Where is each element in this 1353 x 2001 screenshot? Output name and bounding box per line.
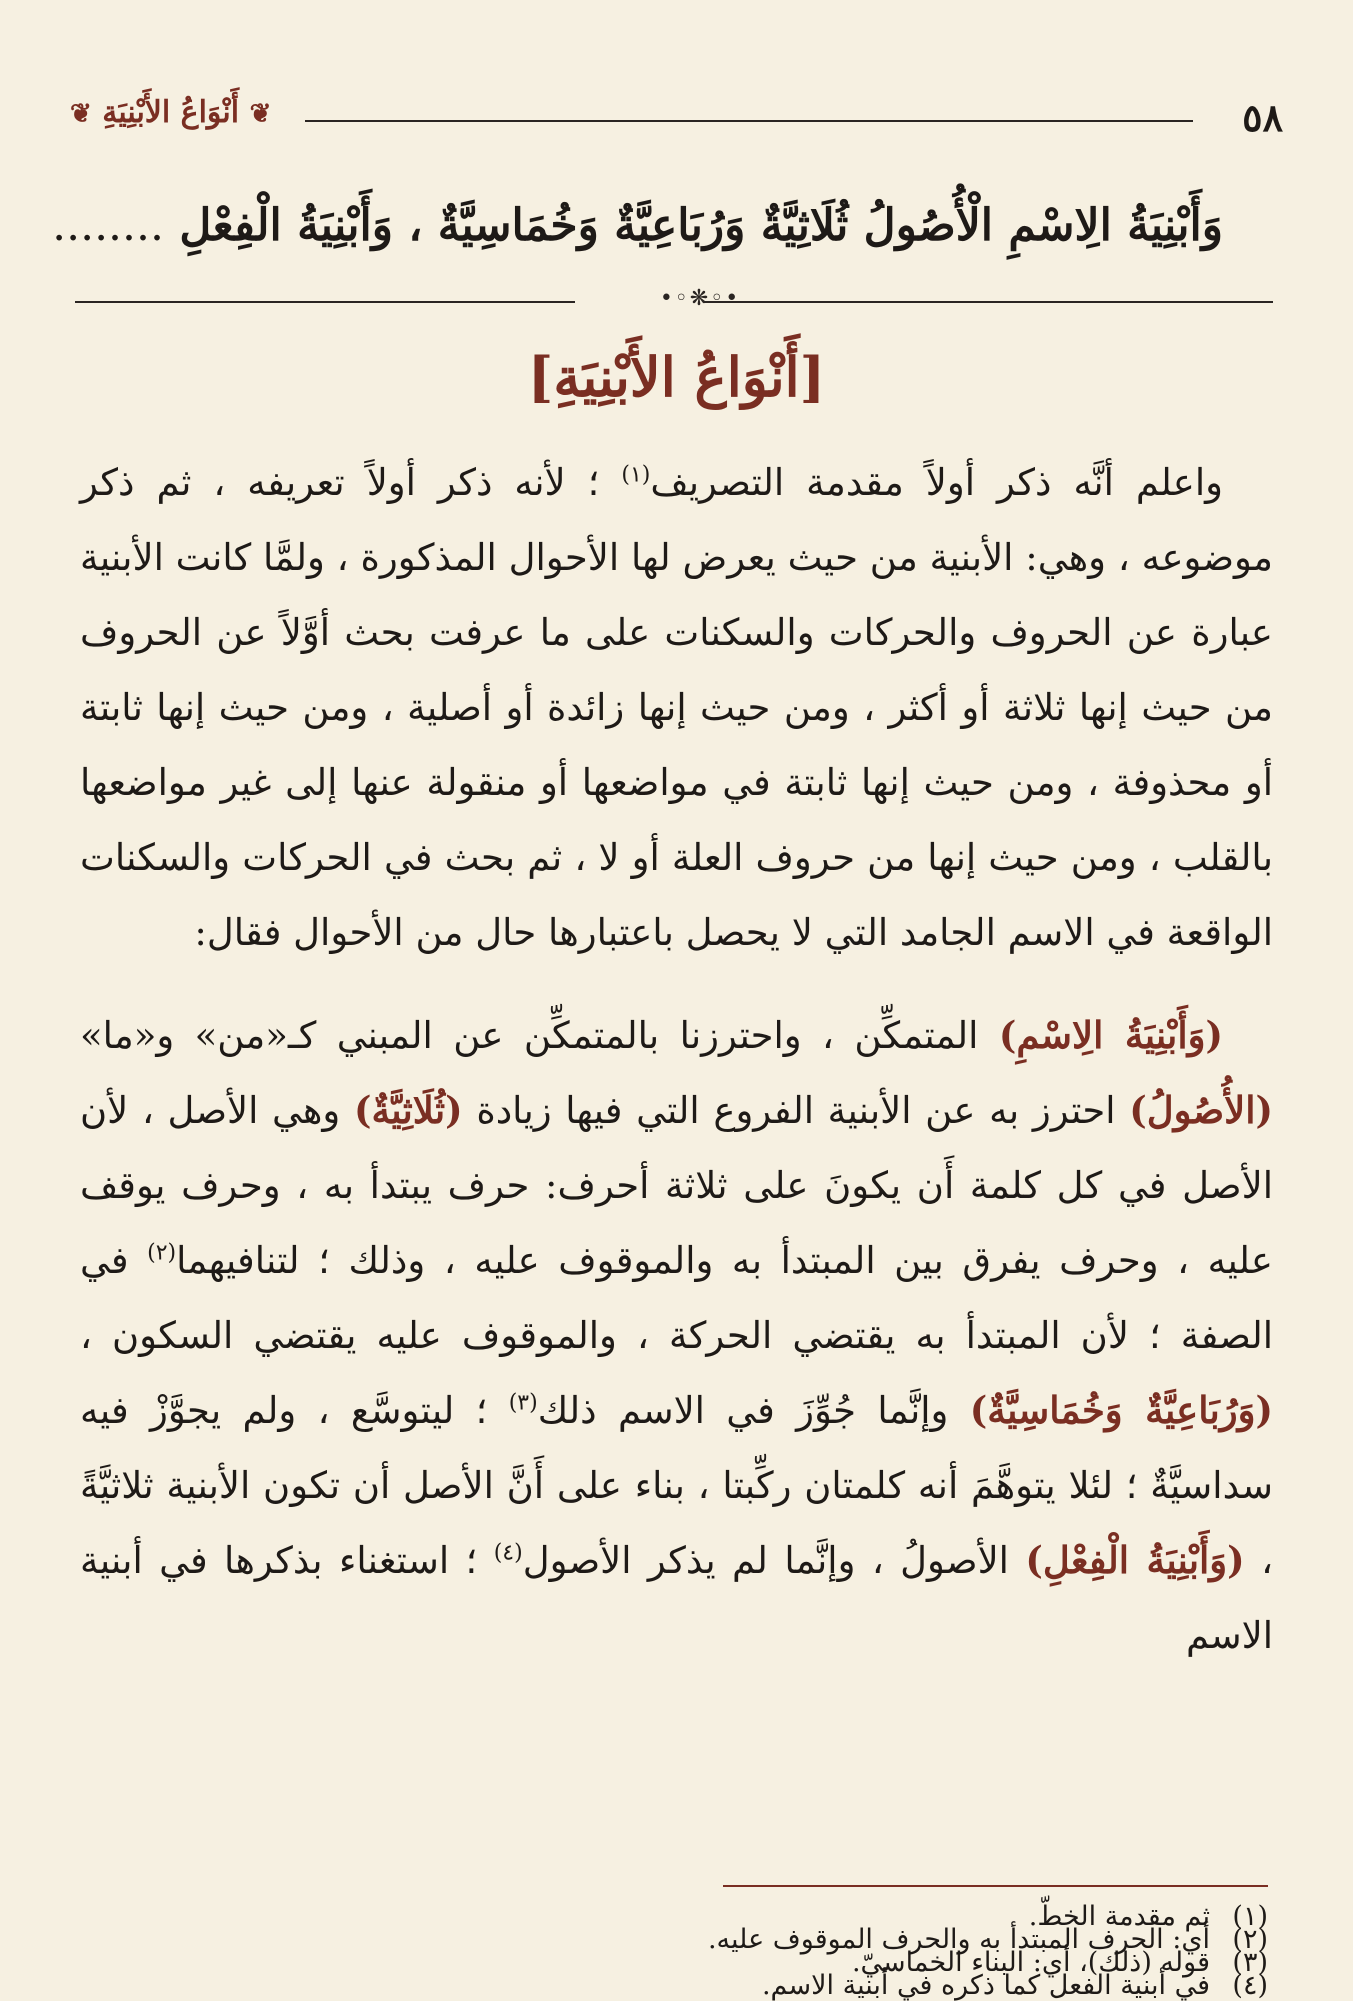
section-heading: [أَنْوَاعُ الأَبْنِيَةِ] <box>527 345 826 409</box>
footnote-rule <box>723 1885 1268 1887</box>
matn-text <box>52 200 1223 251</box>
footnote-ref[interactable]: (٤) <box>493 1540 523 1566</box>
ornament-icon: ❦ <box>249 99 272 129</box>
header-rule <box>305 120 1193 122</box>
running-title-text: أَنْوَاعُ الأَبْنِيَةِ <box>102 95 240 130</box>
footnote-ref[interactable]: (٢) <box>147 1240 177 1266</box>
matn-quote: (الأُصُولُ) <box>1129 1088 1273 1132</box>
paragraph: (وَأَبْنِيَةُ الِاسْمِ) المتمكِّن ، واحترزنا بالمتمكِّن عن المبني كـ«من» و«ما» (الأُصُولُ) احترز به عن الأبنية الفروع التي فيها زيادة (ثُلَاثِيَّةٌ) وهي الأصل ، لأن الأصل في كل كلمة أَن يكونَ على ثلاثة أحرف: حرف يبتدأ به ، وحرف يوقف عليه ، وحرف يفرق بين المبتدأ به والموقوف عليه ، وذلك ؛ لتنافيهما$^{(٢)}$ في الصفة ؛ لأن المبتدأ به يقتضي الحركة ، والموقوف عليه يقتضي السكون ، (وَرُبَاعِيَّةٌ وَخُمَاسِيَّةٌ) وإنَّما جُوِّزَ في الاسم ذلك$^{(٣)}$ ؛ ليتوسَّع ، ولم يجوَّزْ فيه سداسيَّةٌ ؛ لئلا يتوهَّمَ أنه كلمتان ركِّبتا ، بناء على أَنَّ الأصل أن تكون الأبنية ثلاثيَّةً ، (وَأَبْنِيَةُ الْفِعْلِ) الأصولُ ، وإنَّما لم يذكر الأصول$^{(٤)}$ ؛ استغناء بذكرها في أبنية الاسم <box>80 1013 1274 1657</box>
matn-quote: (وَرُبَاعِيَّةٌ وَخُمَاسِيَّةٌ) <box>969 1388 1274 1432</box>
commentary-text <box>80 445 1273 1673</box>
section-divider <box>75 286 1273 312</box>
matn-dots: ........ <box>52 200 164 251</box>
footnote: (٣)قوله (ذلك)، أي: البناء الخماسيّ. <box>851 1947 1268 1978</box>
matn-quote: (وَأَبْنِيَةُ الْفِعْلِ) <box>1025 1538 1245 1582</box>
footnote-ref[interactable]: (١) <box>621 462 651 488</box>
ornament-icon: ❦ <box>70 99 92 129</box>
running-title <box>70 95 271 130</box>
paragraph: واعلم أنَّه ذكر أولاً مقدمة التصريف$^{(١)}$ ؛ لأنه ذكر أولاً تعريفه ، ثم ذكر موضوعه ، وهي: الأبنية من حيث يعرض لها الأحوال المذكورة ، ولمَّا كانت الأبنية عبارة عن الحروف والحركات والسكنات على ما عرفت بحث أوَّلاً عن الحروف من حيث إنها ثلاثة أو أكثر ، ومن حيث إنها زائدة أو أصلية ، ومن حيث إنها ثابتة أو محذوفة ، ومن حيث إنها ثابتة في مواضعها أو منقولة عنها إلى غير مواضعها بالقلب ، ومن حيث إنها من حروف العلة أو لا ، ثم بحث في الحركات والسكنات الواقعة في الاسم الجامد التي لا يحصل باعتبارها حال من الأحوال فقال: <box>80 461 1274 954</box>
matn-quote: (ثُلَاثِيَّةٌ) <box>353 1088 463 1132</box>
matn-line: وَأَبْنِيَةُ الِاسْمِ الْأُصُولُ ثُلَاثِيَّةٌ وَرُبَاعِيَّةٌ وَخُمَاسِيَّةٌ ، وَأَبْنِيَةُ الْفِعْلِ <box>179 200 1223 251</box>
footnote: (٢)أي: الحرف المبتدأ به والحرف الموقوف عليه. <box>707 1924 1268 1955</box>
divider-ornament-icon: •◦❋◦• <box>659 286 741 311</box>
footnote: (٤)في أبنية الفعل كما ذكره في أبنية الاسم. <box>761 1970 1268 2001</box>
matn-quote: (وَأَبْنِيَةُ الِاسْمِ) <box>998 1013 1223 1057</box>
footnote: (١)ثم مقدمة الخطّ. <box>1028 1901 1268 1932</box>
footnotes <box>85 1901 1268 2001</box>
page-number: ٥٨ <box>1242 95 1283 140</box>
footnote-ref[interactable]: (٣) <box>508 1390 538 1416</box>
